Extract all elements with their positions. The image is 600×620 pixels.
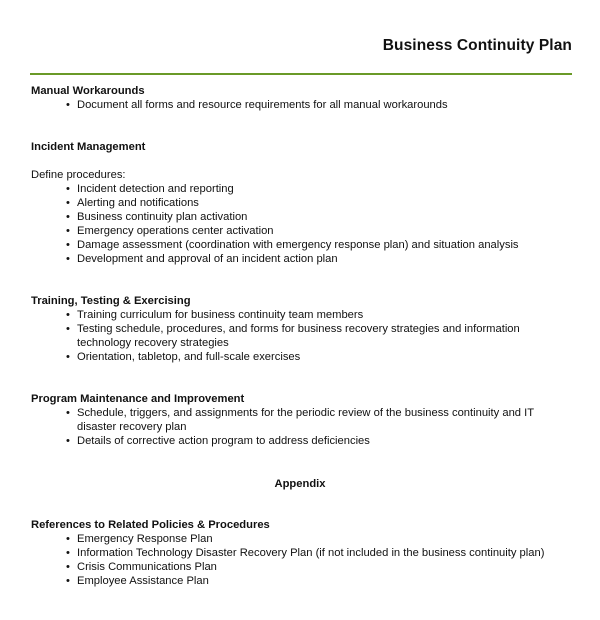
bullet-icon: • <box>66 547 70 559</box>
list-item: • Employee Assistance Plan <box>66 575 209 587</box>
bullet-icon: • <box>66 253 70 265</box>
bullet-icon: • <box>66 435 70 447</box>
bullet-icon: • <box>66 351 70 363</box>
list-item: • Damage assessment (coordination with emergency response plan) and situation analysis <box>66 239 519 251</box>
bullet-icon: • <box>66 407 70 419</box>
bullet-icon: • <box>66 561 70 573</box>
section-manual-workarounds <box>31 84 571 112</box>
list-item: • Details of corrective action program to address deficiencies <box>66 435 370 447</box>
list-item: • Testing schedule, procedures, and forms for business recovery strategies and information technology recovery strategies <box>66 323 520 349</box>
bullet-list <box>31 532 571 588</box>
bullet-icon: • <box>66 575 70 587</box>
list-item: • Alerting and notifications <box>66 197 199 209</box>
section-maintenance <box>31 392 571 448</box>
title-divider <box>30 73 572 75</box>
section-heading: References to Related Policies & Procedures <box>31 519 270 531</box>
list-item: • Incident detection and reporting <box>66 183 234 195</box>
bullet-icon: • <box>66 239 70 251</box>
bullet-icon: • <box>66 197 70 209</box>
list-item: • Emergency Response Plan <box>66 533 213 545</box>
bullet-list <box>31 182 571 266</box>
document-title: Business Continuity Plan <box>382 37 572 54</box>
list-item: • Training curriculum for business continuity team members <box>66 309 364 321</box>
bullet-list <box>31 98 571 112</box>
list-item: • Information Technology Disaster Recovery Plan (if not included in the business continuity plan) <box>66 547 545 559</box>
bullet-icon: • <box>66 309 70 321</box>
list-item: • Development and approval of an incident action plan <box>66 253 338 265</box>
section-references <box>31 518 571 588</box>
section-heading: Incident Management <box>31 141 146 153</box>
list-item: • Schedule, triggers, and assignments for the periodic review of the business continuity and IT disaster recovery plan <box>66 407 534 433</box>
list-item: • Emergency operations center activation <box>66 225 274 237</box>
list-item: • Orientation, tabletop, and full-scale exercises <box>66 351 301 363</box>
list-item: • Crisis Communications Plan <box>66 561 217 573</box>
appendix-heading: Appendix <box>274 478 326 490</box>
section-heading: Training, Testing & Exercising <box>31 295 191 307</box>
section-incident-management <box>31 140 571 154</box>
section-heading: Manual Workarounds <box>31 85 145 97</box>
bullet-icon: • <box>66 323 70 335</box>
bullet-icon: • <box>66 183 70 195</box>
bullet-list <box>31 406 571 448</box>
bullet-icon: • <box>66 533 70 545</box>
bullet-icon: • <box>66 211 70 223</box>
list-item: • Document all forms and resource requirements for all manual workarounds <box>66 99 448 111</box>
list-item: • Business continuity plan activation <box>66 211 248 223</box>
bullet-icon: • <box>66 99 70 111</box>
section-intro: Define procedures: <box>31 169 126 181</box>
section-incident-procedures <box>31 168 571 266</box>
bullet-icon: • <box>66 225 70 237</box>
section-heading: Program Maintenance and Improvement <box>31 393 245 405</box>
bullet-list <box>31 308 571 364</box>
section-training <box>31 294 571 364</box>
